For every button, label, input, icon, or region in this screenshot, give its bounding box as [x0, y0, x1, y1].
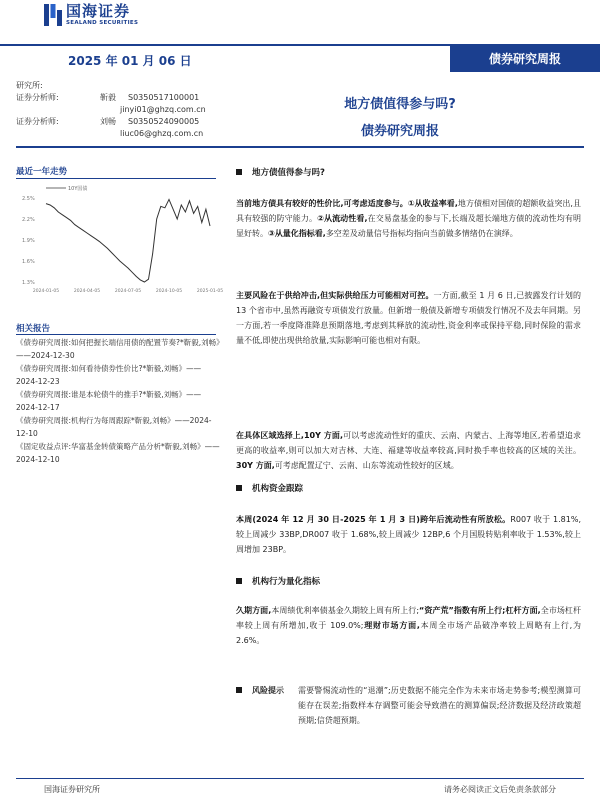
- text-run: 地方债相对国债的超额收益突出,且具有较强的防守能力。: [236, 199, 581, 223]
- text-run: 一方面,截至 1 月 6 日,已披露发行计划的 13 个省市中,虽然再融资专项债发行放量。但新增一般债及新增专项债发行情况不及去年同期。另一方面,若一季度降准降息预期落地,考虑到其释放的流动性,资金利率或保持平稳,同时保险的需求量不低,即使出现供给放量,实际影响可能也相对有限。: [236, 291, 581, 345]
- section-heading: 地方债值得参与吗?: [236, 166, 581, 178]
- text-run: 本周绩优利率债基金久期较上周有所上行;: [271, 606, 420, 615]
- x-tick-label: 2024-04-05: [73, 289, 101, 294]
- bold-text-run: 理财市场方面,: [363, 621, 420, 630]
- related-report-item[interactable]: 《债券研究周报:如何看待债券性价比?*靳毅,刘畅》——2024-12-23: [16, 364, 202, 386]
- related-report-item[interactable]: 《债券研究周报:谁是本轮债牛的推手?*靳毅,刘畅》——2024-12-17: [16, 390, 202, 412]
- bold-text-run: ③从量化指标看,: [268, 229, 326, 238]
- bold-text-run: 30Y 方面,: [236, 461, 275, 470]
- paragraph: [236, 603, 581, 648]
- text-run: 可以考虑流动性好的重庆、云南、内蒙古、上海等地区,若希望追求更高的收益率,则可以加大对吉林、大连、福建等收益率较高,同时换手率也较高的区域的关注。: [236, 431, 581, 455]
- bullet-square-icon: [236, 687, 242, 693]
- text-run: 多空差及动量信号指标均指向当前做多情绪仍在演绎。: [325, 229, 518, 238]
- text-run: 在交易盘基金的参与下,长端及超长端地方债的流动性均有明显好转。: [236, 214, 582, 238]
- analyst-name: 刘畅: [100, 117, 116, 126]
- paragraph: [236, 196, 581, 241]
- bold-text-run: 在具体区域选择上,10Y 方面,: [236, 431, 344, 440]
- paragraph: [298, 683, 581, 728]
- trend-chart: [20, 182, 224, 302]
- researcher-label: 研究所:: [16, 81, 43, 90]
- analyst-name: 靳毅: [100, 93, 116, 102]
- footer-rule: [16, 778, 584, 779]
- page-subtitle: 债券研究周报: [360, 124, 439, 139]
- text-run: 需要警惕流动性的“退潮”;历史数据不能完全作为未来市场走势参考;模型测算可能存在误差;指数样本存调整可能会导致潜在的测算偏误;经济数据及经济政策超预期;信贷超预期。: [298, 686, 581, 725]
- analyst-block: [16, 80, 246, 140]
- title-divider: [16, 146, 584, 148]
- x-tick-label: 2024-10-05: [155, 289, 183, 294]
- text-run: R007 收于 1.81%,较上周减少 33BP,DR007 收于 1.68%,较上周减少 12BP,6 个月国股转贴利率收于 1.53%,较上周增加 23BP。: [236, 515, 581, 554]
- bold-text-run: “资产荒”指数有所上行;杠杆方面,: [419, 606, 541, 615]
- series-line-10y: [46, 199, 210, 282]
- report-date: 2025 年 01 月 06 日: [68, 54, 192, 68]
- analyst-row: [16, 92, 246, 104]
- trend-rule: [16, 178, 216, 179]
- section-risk: [236, 683, 581, 728]
- y-tick-label: 2.2%: [22, 217, 35, 223]
- analyst-row: [16, 116, 246, 128]
- brand-name-en: SEALAND SECURITIES: [66, 20, 139, 26]
- analyst-email[interactable]: jinyi01@ghzq.com.cn: [120, 105, 206, 114]
- text-run: 全市场杠杆率较上周有所增加,收于 109.0%;: [236, 606, 581, 630]
- analyst-email[interactable]: liuc06@ghzq.com.cn: [120, 129, 204, 138]
- section-quant-indicators: [236, 575, 581, 587]
- brand-name-cn: 国海证券: [66, 2, 131, 20]
- footer-disclaimer: 请务必阅读正文后免责条款部分: [444, 785, 556, 794]
- sealand-logo-icon: [44, 4, 62, 26]
- related-rule: [16, 334, 216, 335]
- footer-institute: 国海证券研究所: [44, 785, 100, 794]
- y-tick-label: 1.6%: [22, 259, 35, 265]
- section-heading: 机构资金跟踪: [236, 482, 581, 494]
- brand-logo: [44, 4, 138, 27]
- bullet-square-icon: [236, 169, 242, 175]
- y-tick-label: 1.9%: [22, 238, 35, 244]
- risk-paragraph: [236, 683, 581, 728]
- paragraph: [236, 512, 581, 557]
- analyst-code: S0350517100001: [128, 93, 200, 102]
- paragraph: [236, 288, 581, 348]
- section-local-bonds: [236, 166, 581, 178]
- bold-text-run: 主要风险在于供给冲击,但实际供给压力可能相对可控。: [236, 291, 434, 300]
- text-run: 本周全市场产品破净率较上周略有上行,为 2.6%。: [236, 621, 581, 645]
- x-tick-label: 2025-01-05: [196, 289, 224, 294]
- bold-text-run: 当前地方债具有较好的性价比,可考虑适度参与。①从收益率看,: [236, 199, 458, 208]
- analyst-label: 证券分析师:: [16, 117, 59, 126]
- bold-text-run: 本周(2024 年 12 月 30 日-2025 年 1 月 3 日)跨年后流动性有所放松。: [236, 515, 511, 524]
- section-heading: 机构行为量化指标: [236, 575, 581, 587]
- x-tick-label: 2024-01-05: [32, 289, 60, 294]
- x-tick-label: 2024-07-05: [114, 289, 142, 294]
- y-tick-label: 2.5%: [22, 196, 35, 202]
- trend-title: 最近一年走势: [16, 167, 68, 177]
- related-report-item[interactable]: 《固定收益点评:华富基金转债策略产品分析*靳毅,刘畅》——2024-12-10: [16, 442, 220, 464]
- y-tick-label: 1.3%: [22, 280, 35, 286]
- legend-label: 10Y国债: [68, 186, 88, 192]
- text-run: 可考虑配置辽宁、云南、山东等流动性较好的区域。: [274, 461, 459, 470]
- section-funds-tracking: [236, 482, 581, 494]
- related-reports-list: [16, 336, 221, 466]
- bullet-square-icon: [236, 485, 242, 491]
- header-bar: [0, 44, 600, 74]
- related-title: 相关报告: [16, 324, 51, 334]
- bullet-square-icon: [236, 578, 242, 584]
- bold-text-run: 久期方面,: [236, 606, 272, 615]
- bold-text-run: ②从流动性看,: [317, 214, 368, 223]
- report-type-tab: 债券研究周报: [450, 44, 600, 72]
- paragraph: [236, 428, 581, 473]
- analyst-code: S0350524090005: [128, 117, 200, 126]
- section-heading: 风险提示: [236, 683, 284, 728]
- page-title: 地方债值得参与吗?: [344, 97, 456, 112]
- analyst-label: 证券分析师:: [16, 93, 59, 102]
- related-report-item[interactable]: 《债券研究周报:机构行为每周跟踪*靳毅,刘畅》——2024-12-10: [16, 416, 212, 438]
- related-report-item[interactable]: 《债券研究周报:如何把握长端信用债的配置节奏?*靳毅,刘畅》——2024-12-30: [16, 338, 220, 360]
